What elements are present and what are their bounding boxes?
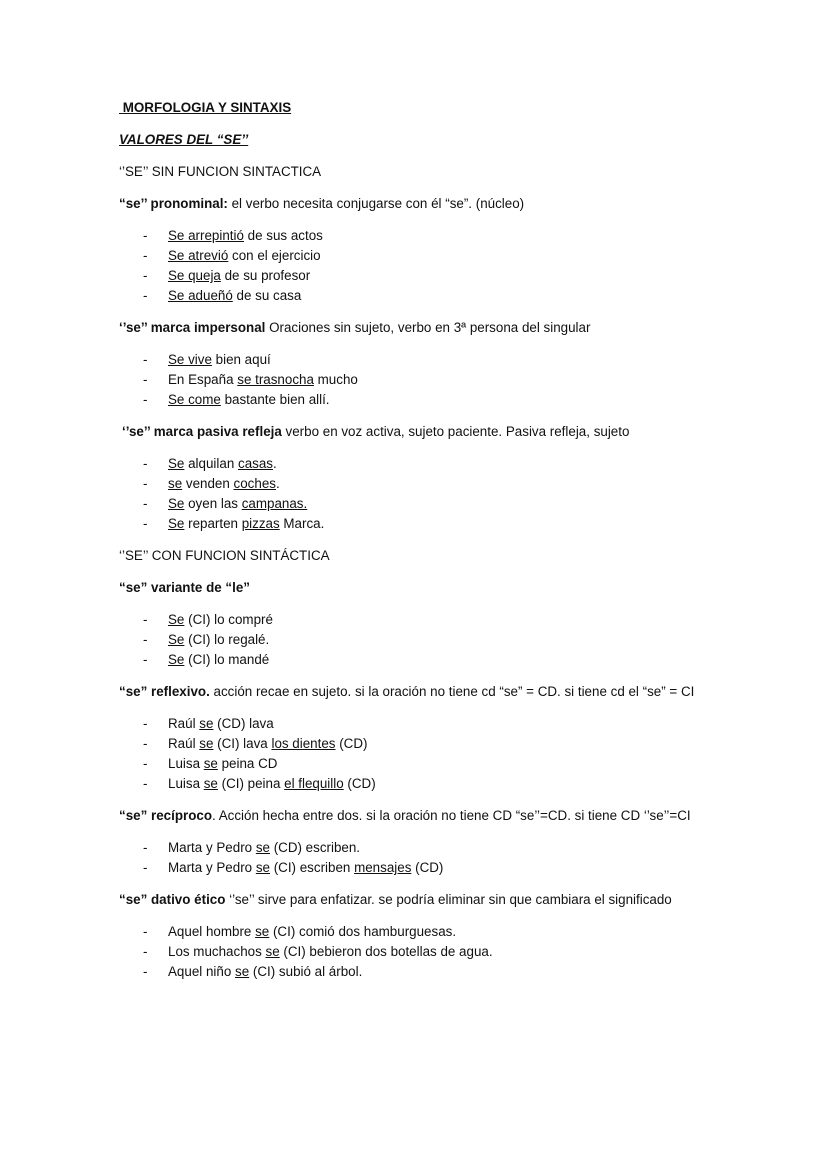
list-item	[119, 962, 759, 982]
list-item	[119, 650, 759, 670]
list-item	[119, 246, 759, 266]
list-item	[119, 754, 759, 774]
underlined-text: Se adueñó	[168, 288, 233, 303]
underlined-text: se	[203, 776, 218, 791]
item-text: de su profesor	[220, 268, 311, 283]
list-item	[119, 714, 759, 734]
variante-list	[119, 610, 759, 670]
variante-label: “se” variante de “le”	[119, 580, 250, 595]
underlined-text: Se arrepintió	[168, 228, 244, 243]
underlined-text: se	[265, 944, 280, 959]
list-item	[119, 774, 759, 794]
etico-description: ‘’se’’ sirve para enfatizar. se podría eliminar sin que cambiara el significado	[225, 892, 672, 907]
underlined-text: se	[168, 476, 183, 491]
list-item	[119, 734, 759, 754]
underlined-text: mensajes	[354, 860, 412, 875]
item-text: (CD) escriben.	[269, 840, 361, 855]
item-text: con el ejercicio	[228, 248, 321, 263]
etico-heading	[119, 890, 759, 910]
item-text: (CD)	[411, 860, 444, 875]
list-item	[119, 630, 759, 650]
item-text: (CI) lo regalé.	[184, 632, 270, 647]
underlined-text: se	[255, 860, 270, 875]
item-text: .	[272, 456, 277, 471]
item-text: (CI) peina	[217, 776, 285, 791]
item-text: (CI) escriben	[269, 860, 355, 875]
item-text: (CD)	[343, 776, 376, 791]
list-item	[119, 266, 759, 286]
reflexivo-heading	[119, 682, 759, 702]
item-text: Luisa	[168, 776, 204, 791]
item-text: de su casa	[232, 288, 302, 303]
pasiva-label: ‘’se’’ marca pasiva refleja	[122, 424, 282, 439]
item-text: Marta y Pedro	[168, 840, 256, 855]
list-item	[119, 350, 759, 370]
underlined-text: el flequillo	[284, 776, 344, 791]
item-text: (CI) bebieron dos botellas de agua.	[279, 944, 493, 959]
impersonal-description: Oraciones sin sujeto, verbo en 3ª persona del singular	[265, 320, 591, 335]
item-text: bastante bien allí.	[220, 392, 330, 407]
underlined-text: Se	[168, 456, 185, 471]
impersonal-heading	[119, 318, 759, 338]
item-text: Marca.	[279, 516, 325, 531]
item-text: oyen las	[184, 496, 242, 511]
underlined-text: Se	[168, 612, 185, 627]
item-text: (CI) comió dos hamburguesas.	[269, 924, 457, 939]
item-text: de sus actos	[243, 228, 323, 243]
list-item	[119, 838, 759, 858]
underlined-text: Se atrevió	[168, 248, 229, 263]
impersonal-list	[119, 350, 759, 410]
reciproco-description: . Acción hecha entre dos. si la oración no tiene CD “se’’=CD. si tiene CD ‘’se’’=CI	[212, 808, 691, 823]
list-item	[119, 922, 759, 942]
underlined-text: Se	[168, 516, 185, 531]
list-item	[119, 226, 759, 246]
underlined-text: pizzas	[241, 516, 280, 531]
pasiva-heading	[122, 422, 759, 442]
reciproco-label: “se” recíproco	[119, 808, 213, 823]
item-text: Marta y Pedro	[168, 860, 256, 875]
item-text: venden	[182, 476, 234, 491]
underlined-text: Se come	[168, 392, 221, 407]
underlined-text: casas	[238, 456, 273, 471]
underlined-text: Se vive	[168, 352, 212, 367]
underlined-text: los dientes	[271, 736, 336, 751]
item-text: (CD) lava	[213, 716, 274, 731]
reflexivo-list	[119, 714, 759, 794]
underlined-text: Se	[168, 496, 185, 511]
item-text: bien aquí	[211, 352, 271, 367]
underlined-text: se	[199, 736, 214, 751]
item-text: reparten	[184, 516, 242, 531]
list-item	[119, 454, 759, 474]
item-text: (CI) lo compré	[184, 612, 273, 627]
pronominal-heading	[119, 194, 759, 214]
pronominal-list	[119, 226, 759, 306]
underlined-text: se	[255, 840, 270, 855]
list-item	[119, 286, 759, 306]
item-text: Raúl	[168, 716, 200, 731]
item-text: Aquel hombre	[168, 924, 256, 939]
variante-heading	[119, 578, 759, 598]
underlined-text: Se	[168, 652, 185, 667]
item-text: (CI) subió al árbol.	[249, 964, 363, 979]
list-item	[119, 474, 759, 494]
item-text: Raúl	[168, 736, 200, 751]
pasiva-list	[119, 454, 759, 534]
item-text: Luisa	[168, 756, 204, 771]
list-item	[119, 610, 759, 630]
impersonal-label: ‘’se’’ marca impersonal	[119, 320, 266, 335]
underlined-text: se trasnocha	[237, 372, 314, 387]
underlined-text: se	[255, 924, 270, 939]
etico-list	[119, 922, 759, 982]
item-text: (CI) lava	[213, 736, 272, 751]
list-item	[119, 494, 759, 514]
item-text: (CI) lo mandé	[184, 652, 270, 667]
etico-label: “se” dativo ético	[119, 892, 226, 907]
reciproco-heading	[119, 806, 759, 826]
underlined-text: Se queja	[168, 268, 221, 283]
item-text: .	[275, 476, 280, 491]
pronominal-label: “se’’ pronominal:	[119, 196, 228, 211]
reflexivo-description: acción recae en sujeto. si la oración no tiene cd “se” = CD. si tiene cd el “se” = CI	[209, 684, 695, 699]
title-text: MORFOLOGIA Y SINTAXIS	[122, 100, 292, 115]
list-item	[119, 858, 759, 878]
item-text: (CD)	[335, 736, 368, 751]
underlined-text: se	[203, 756, 218, 771]
list-item	[119, 514, 759, 534]
underlined-text: se	[235, 964, 250, 979]
underlined-text: campanas.	[241, 496, 308, 511]
section-con-funcion: ‘’SE’’ CON FUNCION SINTÁCTICA	[119, 548, 330, 563]
underlined-text: se	[199, 716, 214, 731]
item-text: mucho	[313, 372, 358, 387]
list-item	[119, 390, 759, 410]
reciproco-list	[119, 838, 759, 878]
item-text: Los muchachos	[168, 944, 266, 959]
underlined-text: Se	[168, 632, 185, 647]
document-page	[119, 98, 759, 994]
underlined-text: coches	[233, 476, 276, 491]
document-subtitle: VALORES DEL “SE’’	[119, 132, 249, 147]
pasiva-description: verbo en voz activa, sujeto paciente. Pasiva refleja, sujeto	[281, 424, 630, 439]
item-text: En España	[168, 372, 238, 387]
reflexivo-label: “se” reflexivo.	[119, 684, 210, 699]
section-sin-funcion: ‘’SE’’ SIN FUNCION SINTACTICA	[119, 164, 322, 179]
list-item	[119, 942, 759, 962]
item-text: Aquel niño	[168, 964, 236, 979]
pronominal-description: el verbo necesita conjugarse con él “se”. (núcleo)	[227, 196, 525, 211]
document-title	[119, 98, 759, 118]
list-item	[119, 370, 759, 390]
item-text: alquilan	[184, 456, 238, 471]
item-text: peina CD	[217, 756, 278, 771]
